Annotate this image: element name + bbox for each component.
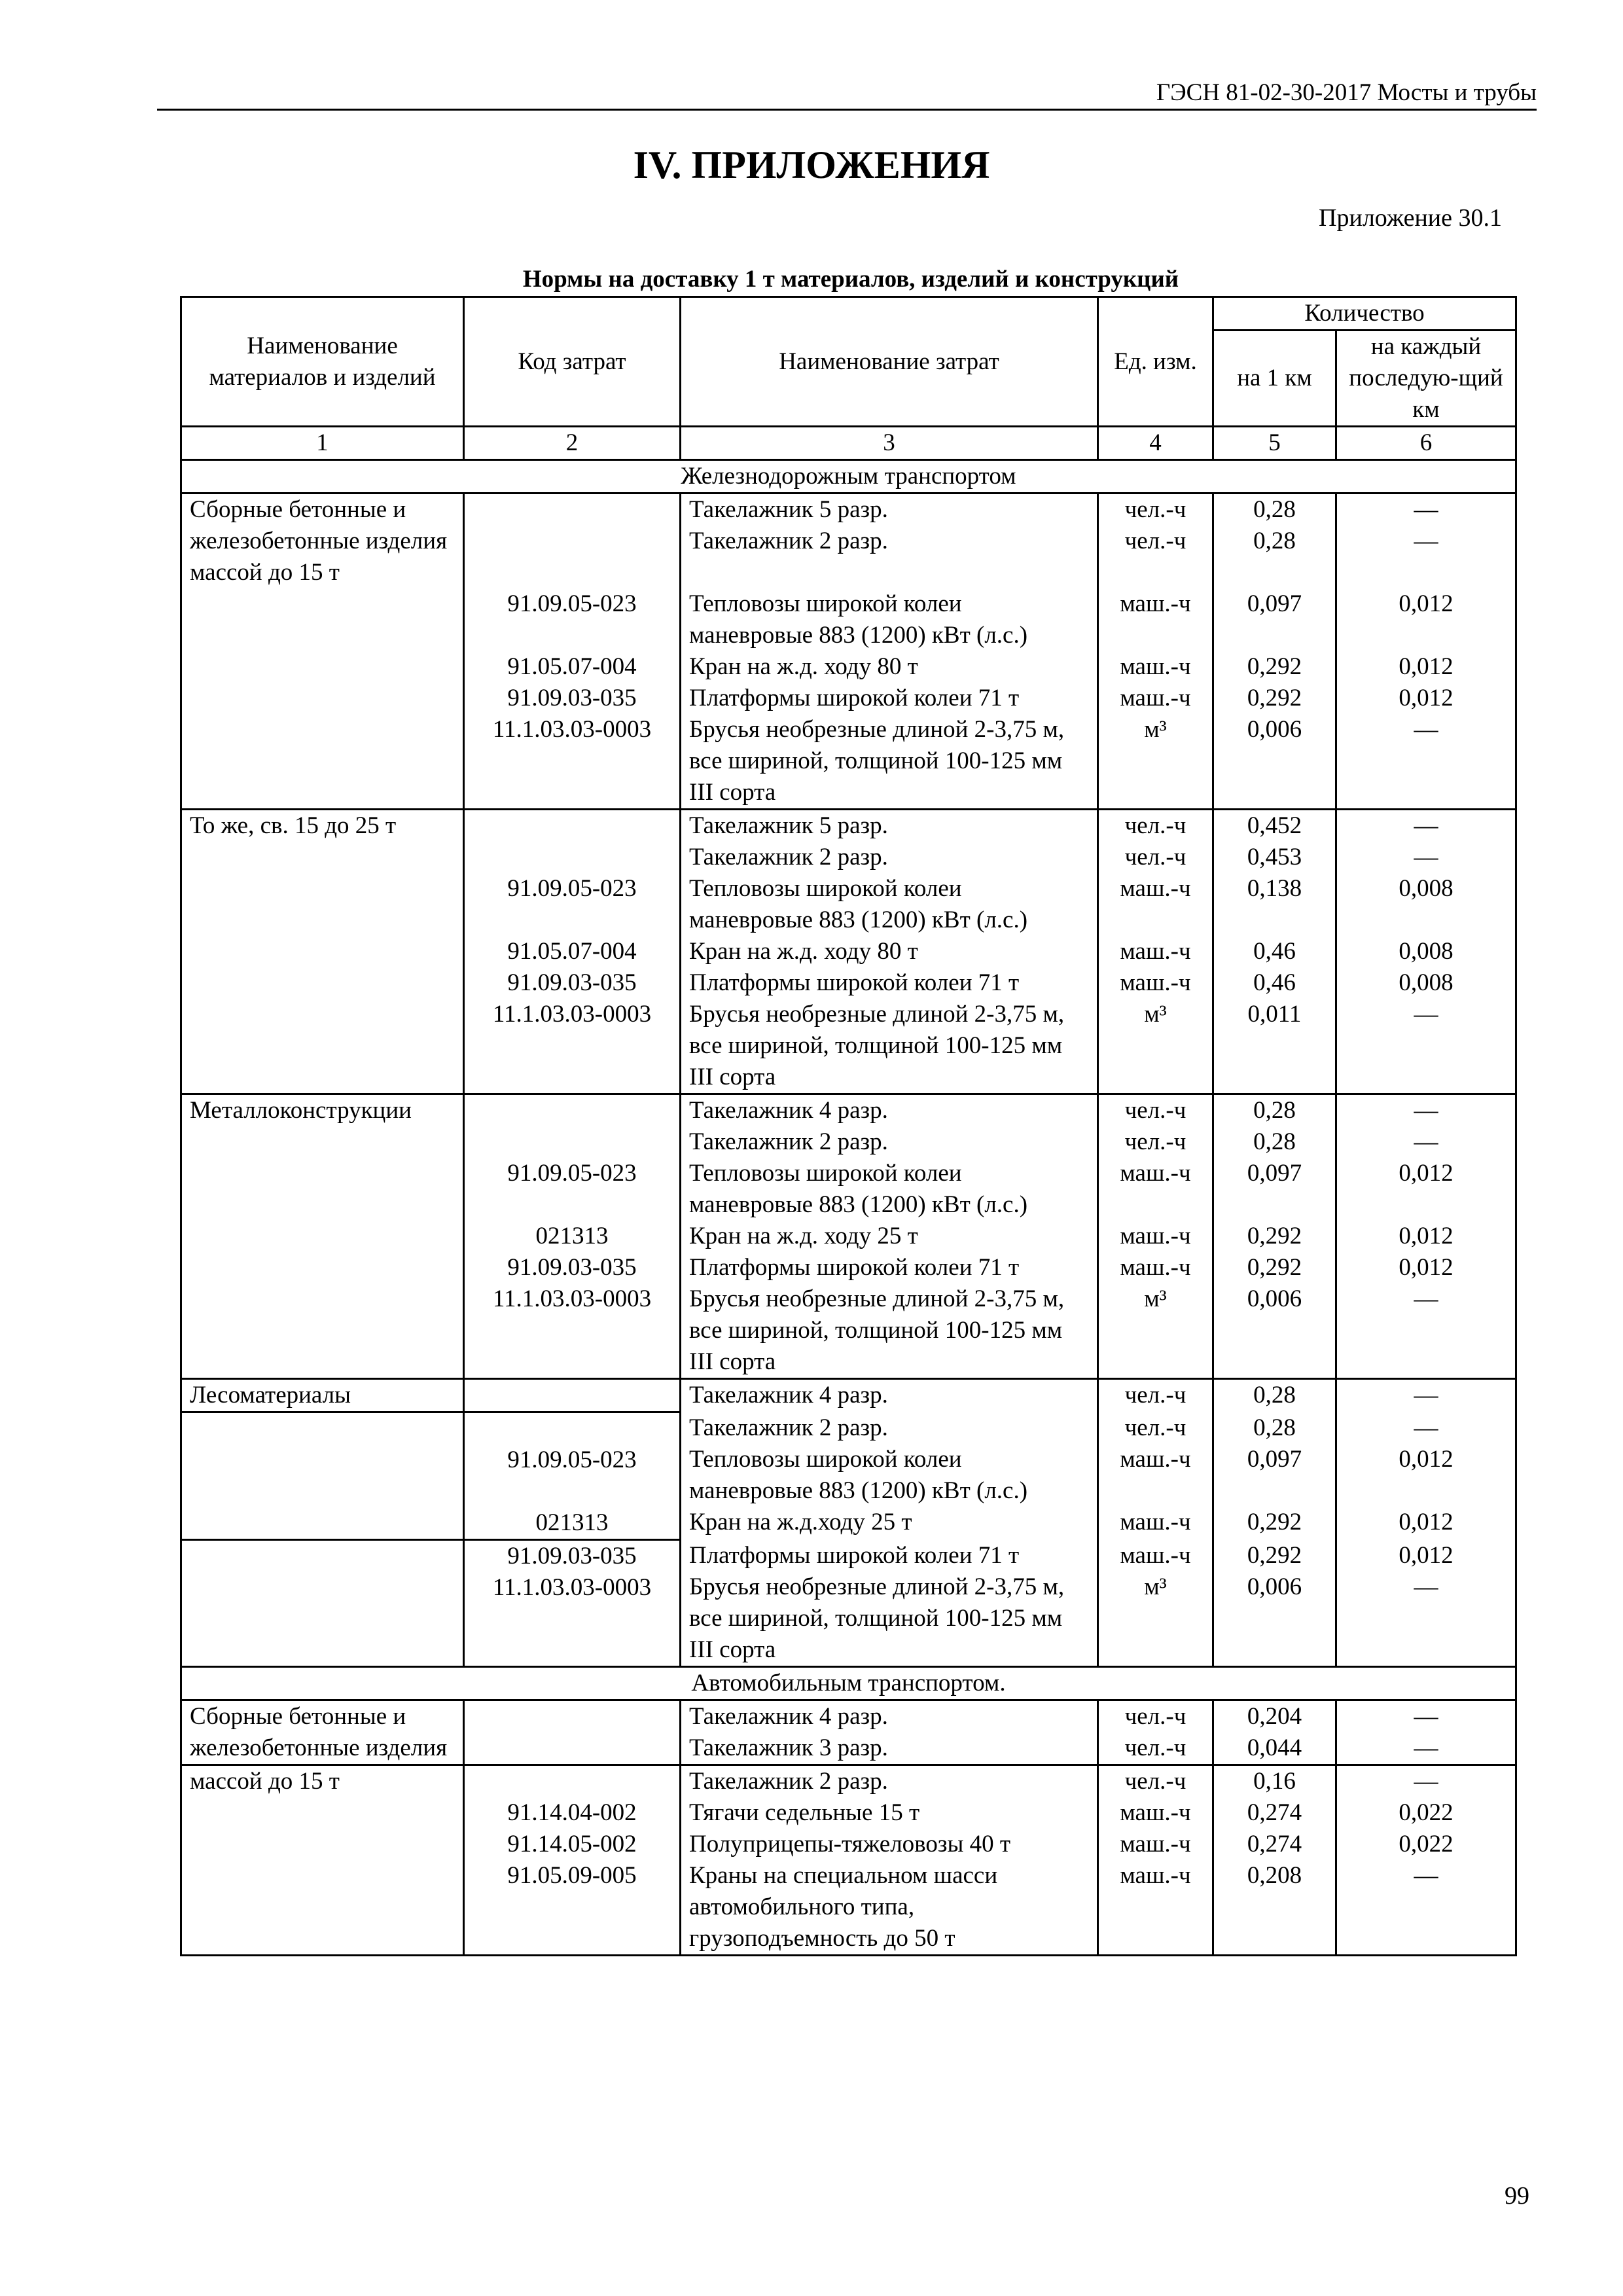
cost-names: Такелажник 2 разр. Тепловозы широкой колеи маневровые 883 (1200) кВт (л.с.) Кран на ж.д.ходу 25 т [681,1412,1098,1540]
cost-names: Такелажник 5 разр. Такелажник 2 разр. Тепловозы широкой колеи маневровые 883 (1200) кВт (л.с.) Кран на ж.д. ходу 80 т Платформы широкой колеи 71 т Брусья необрезные длиной 2-3,75 м, все шириной, толщиной 100-125 мм III сорта [681,493,1098,810]
units: чел.-ч чел.-ч маш.-ч маш.-ч маш.-ч м³ [1098,493,1213,810]
column-number: 4 [1098,427,1213,460]
column-number-row [181,427,1516,460]
units: чел.-ч [1098,1379,1213,1412]
qty-per-km: 0,28 0,097 0,292 [1213,1412,1336,1540]
group-row [181,1666,1516,1700]
qty-per-km: 0,28 [1213,1379,1336,1412]
material-name [181,1540,464,1667]
table-row [181,493,1516,810]
page-number: 99 [1505,2182,1529,2210]
cost-names: Такелажник 5 разр. Такелажник 2 разр. Тепловозы широкой колеи маневровые 883 (1200) кВт (л.с.) Кран на ж.д. ходу 80 т Платформы широкой колеи 71 т Брусья необрезные длиной 2-3,75 м, все шириной, толщиной 100-125 мм III сорта [681,810,1098,1094]
section-title: IV. ПРИЛОЖЕНИЯ [633,143,990,187]
group-title-road: Автомобильным транспортом. [181,1666,1516,1700]
material-name: Лесоматериалы [181,1379,464,1412]
group-row [181,460,1516,493]
column-number: 3 [681,427,1098,460]
cost-codes: 91.09.05-023 021313 [464,1412,681,1540]
header-code: Код затрат [464,297,681,427]
cost-names: Такелажник 4 разр. Такелажник 3 разр. [681,1700,1098,1765]
header-row [181,297,1516,331]
cost-codes: 91.14.04-002 91.14.05-002 91.05.09-005 [464,1765,681,1955]
cost-codes: 91.09.03-035 11.1.03.03-0003 [464,1540,681,1667]
appendix-label: Приложение 30.1 [1319,204,1502,232]
qty-per-next-km: — 0,012 0,012 [1336,1412,1516,1540]
table-row [181,1379,1516,1412]
cost-names: Такелажник 4 разр. [681,1379,1098,1412]
cost-names: Такелажник 4 разр. Такелажник 2 разр. Тепловозы широкой колеи маневровые 883 (1200) кВт (л.с.) Кран на ж.д. ходу 25 т Платформы широкой колеи 71 т Брусья необрезные длиной 2-3,75 м, все шириной, толщиной 100-125 мм III сорта [681,1094,1098,1379]
table-row [181,1765,1516,1955]
material-name: Сборные бетонные и железобетонные изделия массой до 15 т [181,493,464,810]
header-per-km: на 1 км [1213,331,1336,427]
header-unit: Ед. изм. [1098,297,1213,427]
norms-table [180,296,1517,1956]
cost-codes: 91.09.05-023 91.05.07-004 91.09.03-035 11.1.03.03-0003 [464,810,681,1094]
header-cost-name: Наименование затрат [681,297,1098,427]
table-row [181,1412,1516,1540]
qty-per-next-km: — — 0,008 0,008 0,008 — [1336,810,1516,1094]
qty-per-next-km: — — 0,012 0,012 0,012 — [1336,493,1516,810]
units: чел.-ч маш.-ч маш.-ч маш.-ч [1098,1765,1213,1955]
column-number: 6 [1336,427,1516,460]
column-number: 2 [464,427,681,460]
header-per-next-km: на каждый последую-щий км [1336,331,1516,427]
header-quantity: Количество [1213,297,1516,331]
cost-codes [464,1700,681,1765]
qty-per-next-km: 0,012 — [1336,1540,1516,1667]
qty-per-km: 0,452 0,453 0,138 0,46 0,46 0,011 [1213,810,1336,1094]
material-name: То же, св. 15 до 25 т [181,810,464,1094]
units: чел.-ч чел.-ч маш.-ч маш.-ч маш.-ч м³ [1098,810,1213,1094]
qty-per-km: 0,204 0,044 [1213,1700,1336,1765]
cost-codes: 91.09.05-023 021313 91.09.03-035 11.1.03.03-0003 [464,1094,681,1379]
header-name: Наименование материалов и изделий [181,297,464,427]
column-number: 5 [1213,427,1336,460]
material-name: массой до 15 т [181,1765,464,1955]
material-name: Сборные бетонные и железобетонные изделия [181,1700,464,1765]
table-row [181,1700,1516,1765]
qty-per-next-km: — — 0,012 0,012 0,012 — [1336,1094,1516,1379]
units: чел.-ч чел.-ч маш.-ч маш.-ч маш.-ч м³ [1098,1094,1213,1379]
qty-per-next-km: — 0,022 0,022 — [1336,1765,1516,1955]
table-row [181,1540,1516,1667]
units: маш.-ч м³ [1098,1540,1213,1667]
running-head: ГЭСН 81-02-30-2017 Мосты и трубы [157,77,1537,111]
qty-per-km: 0,28 0,28 0,097 0,292 0,292 0,006 [1213,493,1336,810]
table-caption: Нормы на доставку 1 т материалов, изделий и конструкций [522,266,1179,293]
units: чел.-ч маш.-ч маш.-ч [1098,1412,1213,1540]
cost-names: Платформы широкой колеи 71 т Брусья необрезные длиной 2-3,75 м, все шириной, толщиной 100-125 мм III сорта [681,1540,1098,1667]
qty-per-next-km: — [1336,1379,1516,1412]
material-name [181,1412,464,1540]
material-name: Металлоконструкции [181,1094,464,1379]
table-row [181,810,1516,1094]
qty-per-km: 0,16 0,274 0,274 0,208 [1213,1765,1336,1955]
units: чел.-ч чел.-ч [1098,1700,1213,1765]
group-title-rail: Железнодорожным транспортом [181,460,1516,493]
qty-per-km: 0,28 0,28 0,097 0,292 0,292 0,006 [1213,1094,1336,1379]
cost-codes [464,1379,681,1412]
qty-per-next-km: — — [1336,1700,1516,1765]
cost-names: Такелажник 2 разр. Тягачи седельные 15 т Полуприцепы-тяжеловозы 40 т Краны на специальном шасси автомобильного типа, грузоподъемность до 50 т [681,1765,1098,1955]
qty-per-km: 0,292 0,006 [1213,1540,1336,1667]
column-number: 1 [181,427,464,460]
cost-codes: 91.09.05-023 91.05.07-004 91.09.03-035 11.1.03.03-0003 [464,493,681,810]
table-row [181,1094,1516,1379]
